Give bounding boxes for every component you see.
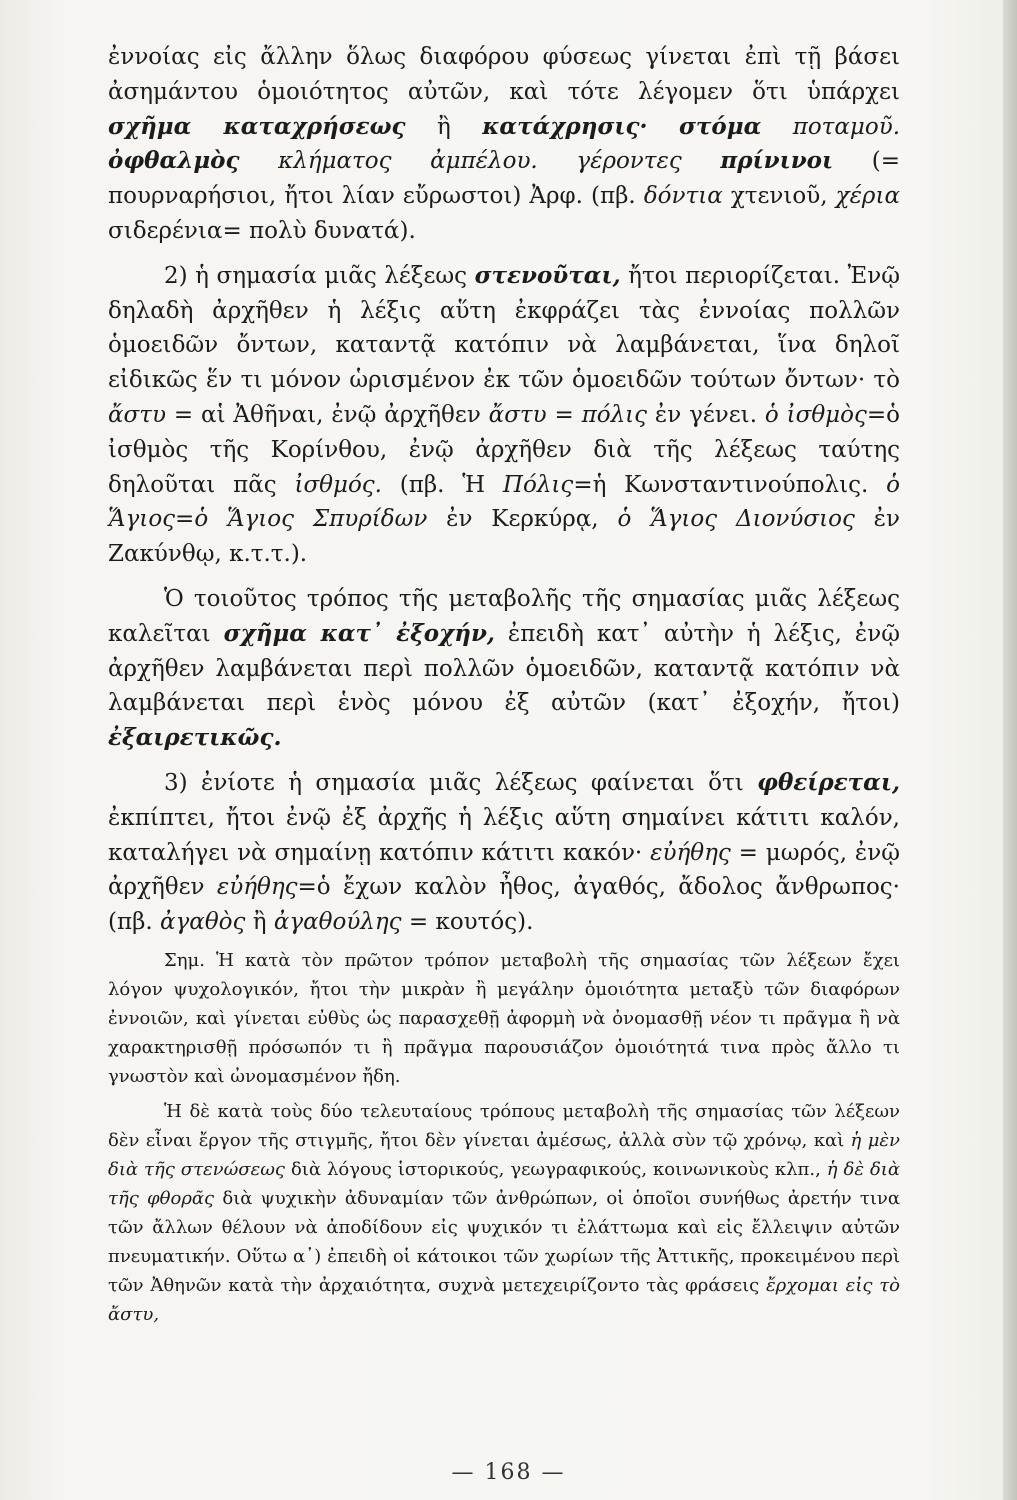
paragraph-catachresis bbox=[108, 40, 900, 249]
text-run: ἢ bbox=[245, 909, 274, 936]
paragraph-narrowing bbox=[108, 259, 900, 572]
term-bold: σχῆμα κατ᾽ ἐξοχήν, bbox=[223, 619, 495, 647]
example-italic: ἡ δὲ διὰ τῆς φθορᾶς bbox=[108, 1158, 900, 1209]
example-italic: κλήματος ἀμπέλου. γέροντες bbox=[239, 148, 721, 175]
example-italic: Πόλις bbox=[502, 471, 574, 498]
example-italic: ὁ Ἅγιος=ὁ Ἅγιος Σπυρίδων bbox=[108, 471, 900, 533]
text-run: σιδερένια= πολὺ δυνατά). bbox=[108, 217, 416, 244]
example-italic: ἡ μὲν διὰ τῆς στενώσεως bbox=[108, 1129, 900, 1180]
example-italic: δόντια bbox=[643, 183, 723, 210]
term-bold: πρίνινοι bbox=[720, 147, 834, 175]
text-run: 3) ἐνίοτε ἡ σημασία μιᾶς λέξεως φαίνεται ὅτι bbox=[164, 769, 758, 796]
example-italic: ὁ Ἅγιος Διονύσιος bbox=[617, 506, 855, 533]
text-run: = αἱ Ἀθῆναι, ἐνῷ ἀρχῆθεν bbox=[165, 401, 489, 428]
text-run: 2) ἡ σημασία μιᾶς λέξεως bbox=[164, 262, 475, 289]
term-bold: ὀφθαλμὸς bbox=[108, 147, 240, 175]
text-run bbox=[648, 114, 679, 140]
paragraph-deterioration bbox=[108, 766, 900, 940]
text-column bbox=[108, 40, 900, 1329]
paragraph-par-excellence bbox=[108, 582, 900, 756]
term-bold: φθείρεται, bbox=[757, 768, 900, 796]
term-bold: σχῆμα καταχρήσεως bbox=[108, 112, 406, 140]
term-bold: στενοῦται, bbox=[474, 261, 621, 289]
example-italic: ἔρχομαι εἰς τὸ ἄστυ, bbox=[108, 1274, 900, 1325]
example-italic: ποταμοῦ. bbox=[761, 113, 901, 140]
text-run: ἤτοι περιορίζεται. Ἐνῷ δηλαδὴ ἀρχῆθεν ἡ λέξις αὕτη ἐκφράζει τὰς ἐννοίας πολλῶν ὁμοειδῶν ὄντων, καταντᾷ κατόπιν νὰ λαμβάνεται, ἵνα δηλοῖ εἰδικῶς ἕν τι μόνον ὡρισμένον ἐκ τῶν ὁμοειδῶν τούτων ὄντων· τὸ bbox=[108, 262, 900, 394]
book-spine-edge bbox=[1003, 0, 1017, 1500]
text-run: = μωρός, ἐνῷ ἀρχῆθεν bbox=[108, 839, 900, 901]
example-italic: ἀγαθὸς bbox=[160, 909, 246, 936]
example-italic: χέρια bbox=[835, 183, 900, 210]
text-run: =ὁ ἔχων καλὸν ἦθος, ἀγαθός, ἄδολος ἄνθρωπος· (πβ. bbox=[108, 874, 900, 936]
footnote-historical bbox=[108, 1097, 900, 1329]
text-run: =ἡ Κωνσταντινούπολις. bbox=[573, 471, 887, 498]
text-run: ἢ bbox=[405, 113, 483, 140]
text-run: Ὁ τοιοῦτος τρόπος τῆς μεταβολῆς τῆς σημασίας μιᾶς λέξεως καλεῖται bbox=[108, 585, 900, 647]
text-run: (πβ. Ἡ bbox=[382, 471, 503, 498]
text-run: ἐν Κερκύρᾳ, bbox=[427, 506, 618, 533]
term-bold: στόμα bbox=[678, 112, 762, 140]
text-run: ἐπειδὴ κατ᾽ αὐτὴν ἡ λέξις, ἐνῷ ἀρχῆθεν λαμβάνεται περὶ πολλῶν ὁμοειδῶν, καταντᾷ κατόπιν νὰ λαμβάνεται περὶ ἑνὸς μόνου ἐξ αὐτῶν (κατ᾽ ἐξοχήν, ἤτοι) bbox=[108, 620, 901, 717]
example-italic: ὁ ἰσθμὸς bbox=[764, 401, 867, 428]
example-italic: ἀγαθούλης bbox=[273, 909, 402, 936]
text-run: διὰ ψυχικὴν ἀδυναμίαν τῶν ἀνθρώπων, οἱ ὁποῖοι συνήθως ἀρετήν τινα τῶν ἄλλων θέλουν νὰ ἀποδίδουν εἰς ψυχικόν τι ἐλάττωμα καὶ εἰς ἔλλειψιν αὐτῶν πνευματικήν. Οὕτω α᾽) ἐπειδὴ οἱ κάτοικοι τῶν χωρίων τῆς Ἀττικῆς, προκειμένου περὶ τῶν Ἀθηνῶν κατὰ τὴν ἀρχαιότητα, συχνὰ μετεχειρίζοντο τὰς φράσεις bbox=[108, 1187, 900, 1296]
text-run: χτενιοῦ, bbox=[722, 183, 836, 210]
text-run: ἐν γένει. bbox=[647, 401, 765, 428]
text-run: ἐκπίπτει, ἤτοι ἐνῷ ἐξ ἀρχῆς ἡ λέξις αὕτη σημαίνει κάτιτι καλόν, καταλήγει νὰ σημαίνῃ κατόπιν κάτιτι κακόν· bbox=[108, 804, 900, 866]
text-run: ἐν Ζακύνθῳ, κ.τ.τ.). bbox=[108, 506, 900, 568]
page-number: — 168 — bbox=[451, 1460, 566, 1485]
example-italic: ἄστυ = πόλις bbox=[488, 401, 648, 428]
footnote-psychological: Σημ. Ἡ κατὰ τὸν πρῶτον τρόπον μεταβολὴ τῆς σημασίας τῶν λέξεων ἔχει λόγον ψυχολογικόν, ἤτοι τὴν μικρὰν ἢ μεγάλην ὁμοιότητα μεταξὺ τῶν διαφόρων ἐννοιῶν, καὶ γίνεται εὐθὺς ὡς παρασχεθῇ ἀφορμὴ νὰ ὀνομασθῇ νέον τι πρᾶγμα ἢ νὰ χαρακτηρισθῇ πρόσωπόν τι ἢ πρᾶγμα παρουσιάζον ὁμοιότητά τινα πρὸς ἄλλο τι γνωστὸν καὶ ὠνομασμένον ἤδη. bbox=[108, 949, 900, 1087]
term-bold: ἐξαιρετικῶς. bbox=[108, 724, 282, 752]
text-run: ἐννοίας εἰς ἄλλην ὅλως διαφόρου φύσεως γίνεται ἐπὶ τῇ βάσει ἀσημάντου ὁμοιότητος αὐτῶν, καὶ τότε λέγομεν ὅτι ὑπάρχει bbox=[108, 44, 900, 105]
example-italic: εὐήθης bbox=[216, 874, 298, 901]
text-run: = κουτός). bbox=[401, 909, 534, 936]
example-italic: εὐήθης bbox=[650, 839, 731, 866]
text-run: =ὁ ἰσθμὸς τῆς Κορίνθου, ἐνῷ ἀρχῆθεν διὰ τῆς λέξεως ταύτης δηλοῦται πᾶς bbox=[108, 401, 900, 498]
example-italic: ἄστυ bbox=[108, 401, 166, 428]
text-run: (= πουρναρήσιοι, ἤτοι λίαν εὔρωστοι) Ἀρφ. (πβ. bbox=[108, 148, 900, 210]
text-run: διὰ λόγους ἱστορικούς, γεωγραφικούς, κοινωνικοὺς κλπ., bbox=[285, 1158, 827, 1180]
example-italic: ἰσθμός. bbox=[294, 471, 382, 498]
term-bold: κατάχρησις· bbox=[482, 112, 648, 140]
text-run: Ἡ δὲ κατὰ τοὺς δύο τελευταίους τρόπους μεταβολὴ τῆς σημασίας τῶν λέξεων δὲν εἶναι ἔργον τῆς στιγμῆς, ἤτοι δὲν γίνεται ἀμέσως, ἀλλὰ σὺν τῷ χρόνῳ, καὶ bbox=[108, 1100, 900, 1151]
